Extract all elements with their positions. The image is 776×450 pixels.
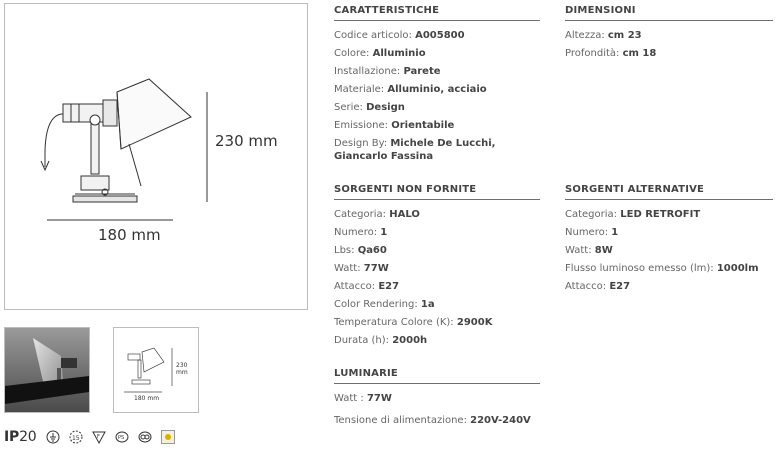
- spec-row-alt-watt: Watt: 8W: [565, 245, 613, 256]
- spec-row-numero: Numero: 1: [334, 227, 388, 238]
- spec-row-altezza: Altezza: cm 23: [565, 30, 642, 41]
- section-title-sorgenti-alternative: SORGENTI ALTERNATIVE: [565, 184, 773, 200]
- spec-row-watt: Watt: 77W: [334, 263, 389, 274]
- spec-row-alt-attacco: Attacco: E27: [565, 281, 631, 292]
- ccc-mark-icon: [138, 430, 152, 444]
- spec-row-materiale: Materiale: Alluminio, acciaio: [334, 84, 487, 95]
- triangle-f-icon: [92, 430, 106, 444]
- spec-row-temperatura: Temperatura Colore (K): 2900K: [334, 317, 493, 328]
- section-title-dimensioni: DIMENSIONI: [565, 5, 773, 21]
- spec-row-profondita: Profondità: cm 18: [565, 48, 657, 59]
- spec-row-alt-categoria: Categoria: LED RETROFIT: [565, 209, 701, 220]
- spec-row-categoria: Categoria: HALO: [334, 209, 420, 220]
- spec-row-alt-numero: Numero: 1: [565, 227, 619, 238]
- pse-mark-icon: [115, 430, 129, 444]
- spec-row-colore: Colore: Alluminio: [334, 48, 426, 59]
- spec-row-emissione: Emissione: Orientabile: [334, 120, 455, 131]
- main-product-drawing: [4, 3, 308, 310]
- spec-row-lum-tensione: Tensione di alimentazione: 220V-240V: [334, 415, 531, 426]
- spec-row-codice: Codice articolo: A005800: [334, 30, 465, 41]
- spec-row-lum-watt: Watt : 77W: [334, 393, 392, 404]
- height-dimension-label: 230 mm: [215, 132, 278, 150]
- ip-rating: IP20: [4, 429, 37, 445]
- earth-ground-icon: [46, 430, 60, 444]
- section-sorgenti-non-fornite: [334, 184, 540, 352]
- svg-text:15: 15: [71, 435, 80, 442]
- enec-mark-icon: [69, 430, 83, 444]
- svg-text:F: F: [96, 434, 100, 440]
- section-title-caratteristiche: CARATTERISTICHE: [334, 5, 540, 21]
- energy-led-icon: [161, 430, 175, 444]
- spec-row-attacco: Attacco: E27: [334, 281, 400, 292]
- section-dimensioni: [565, 5, 773, 65]
- section-title-sorgenti-non-fornite: SORGENTI NON FORNITE: [334, 184, 540, 200]
- spec-row-durata: Durata (h): 2000h: [334, 335, 428, 346]
- width-dimension-label: 180 mm: [98, 226, 161, 244]
- thumbnail-product-photo[interactable]: [4, 327, 90, 413]
- spec-row-alt-flusso: Flusso luminoso emesso (lm): 1000lm: [565, 263, 759, 274]
- spec-row-serie: Serie: Design: [334, 102, 405, 113]
- certifications-row: [4, 428, 175, 446]
- spec-row-installazione: Installazione: Parete: [334, 66, 441, 77]
- section-luminarie: [334, 368, 540, 432]
- spec-row-lbs: Lbs: Qa60: [334, 245, 387, 256]
- spec-row-design-by: Design By: Michele De Lucchi, Giancarlo Fassina: [334, 138, 496, 162]
- section-sorgenti-alternative: [565, 184, 773, 298]
- thumb-height-label: 230 mm: [176, 362, 188, 376]
- thumb-width-label: 180 mm: [134, 395, 160, 402]
- thumbnail-technical-drawing[interactable]: [113, 327, 199, 413]
- section-title-luminarie: LUMINARIE: [334, 368, 540, 384]
- svg-text:PS: PS: [117, 435, 124, 441]
- section-caratteristiche: [334, 5, 540, 168]
- spec-row-color-rendering: Color Rendering: 1a: [334, 299, 435, 310]
- lamp-photo-image: [5, 328, 89, 412]
- lamp-technical-drawing: [5, 4, 307, 309]
